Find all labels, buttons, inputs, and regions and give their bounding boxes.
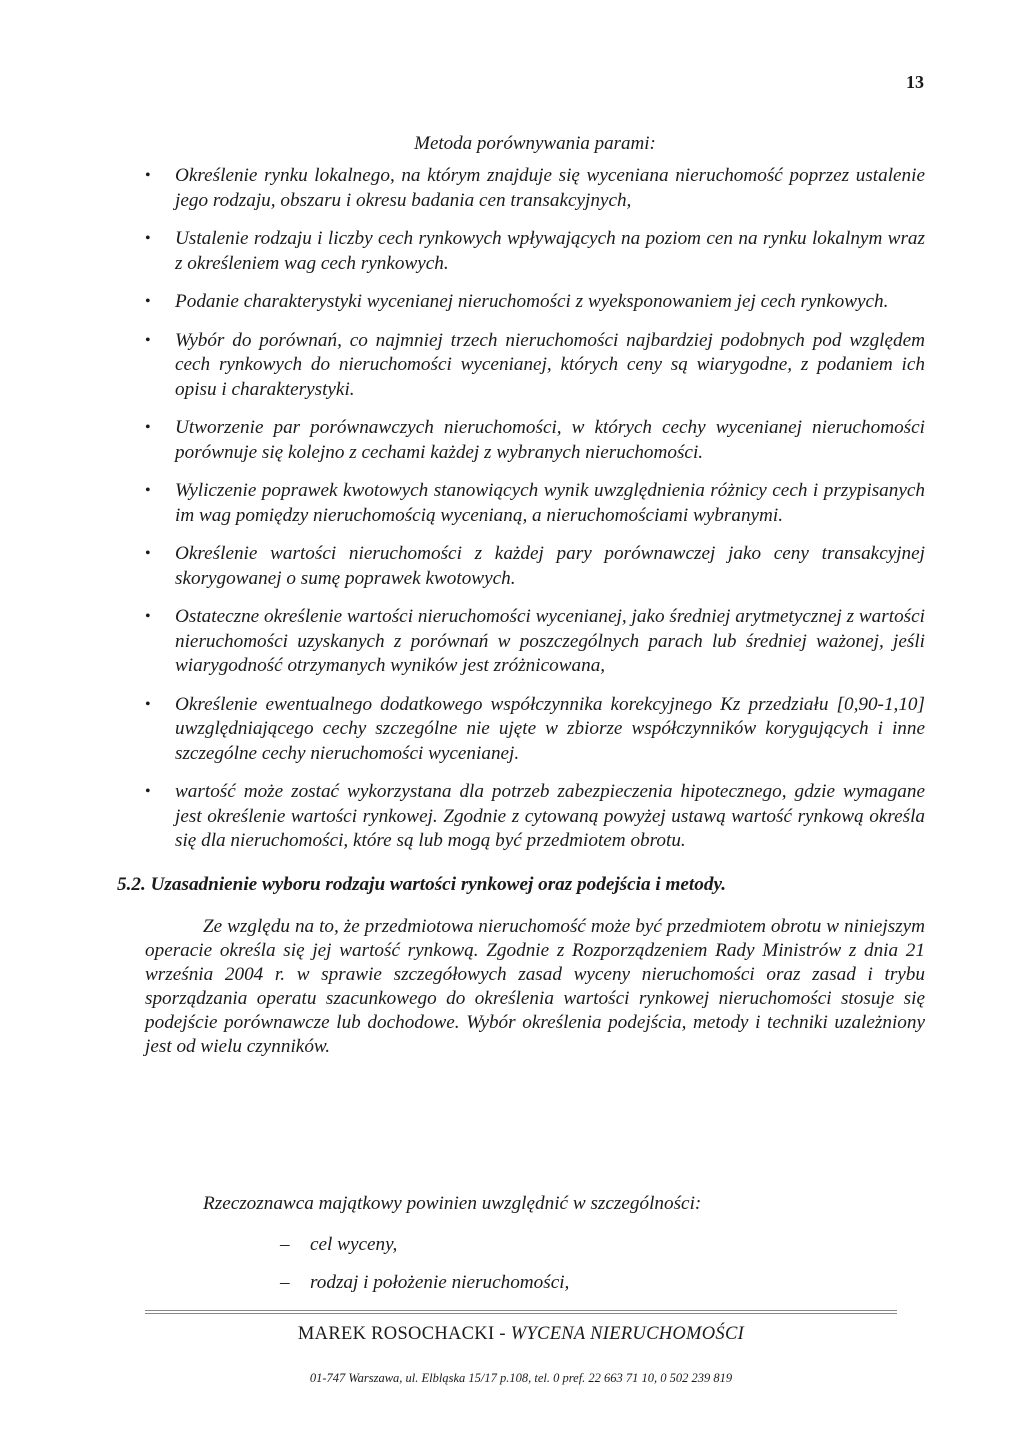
bullet-text: Utworzenie par porównawczych nieruchomości, w których cechy wycenianej nieruchomości porównuje się kolejno z cechami każdej z wybranych nieruchomości. [175,417,925,463]
bullet-item [145,693,925,767]
bullet-item [145,290,925,315]
bullet-text: Ostateczne określenie wartości nieruchomości wycenianej, jako średniej arytmetycznej z wartości nieruchomości uzyskanych z porównań w poszczególnych parach lub średniej ważonej, jeśli wiarygodność otrzymanych wyników jest zróżnicowana, [175,606,925,676]
bullet-icon: • [145,545,151,562]
dash-icon: – [280,1272,290,1293]
bullet-icon: • [145,419,151,436]
bullet-icon: • [145,331,151,349]
bullet-icon: • [145,695,151,713]
bullet-item [145,416,925,465]
bullet-item [145,329,925,403]
bullet-text: wartość może zostać wykorzystana dla potrzeb zabezpieczenia hipotecznego, gdzie wymagane jest określenie wartości rynkowej. Zgodnie z cytowaną powyżej ustawą wartość rynkową określa się dla nieruchomości, które są lub mogą być przedmiotem obrotu. [175,781,925,851]
subsection-title: 5.2. Uzasadnienie wyboru rodzaju wartości rynkowej oraz podejścia i metody. [117,874,727,895]
footer-name [145,1324,897,1345]
bullet-icon: • [145,783,151,800]
bullet-item [145,227,925,276]
footer-address: 01-747 Warszawa, ul. Elbląska 15/17 p.108, tel. 0 pref. 22 663 71 10, 0 502 239 819 [309,1371,733,1385]
dash-item-text: cel wyceny, [310,1234,398,1255]
bullet-item [145,780,925,854]
bullet-icon: • [145,608,151,625]
dash-icon: – [280,1234,290,1255]
intro-line: Rzeczoznawca majątkowy powinien uwzględnić w szczególności: [203,1193,702,1214]
bullet-icon: • [145,167,151,184]
bullet-list [145,164,925,868]
bullet-text: Wyliczenie poprawek kwotowych stanowiących wynik uwzględnienia różnicy cech i przypisanych im wag pomiędzy nieruchomością wycenianą, a nieruchomościami wybranymi. [175,480,925,526]
bullet-text: Ustalenie rodzaju i liczby cech rynkowych wpływających na poziom cen na rynku lokalnym wraz z określeniem wag cech rynkowych. [175,228,925,274]
dash-item [280,1271,569,1295]
bullet-item [145,542,925,591]
bullet-icon: • [145,293,151,310]
dash-item [280,1233,569,1257]
bullet-item [145,605,925,679]
bullet-text: Wybór do porównań, co najmniej trzech nieruchomości najbardziej podobnych pod względem cech rynkowych do nieruchomości wycenianej, których ceny są wiarygodne, z podaniem ich opisu i charakterystyki. [175,329,925,400]
bullet-item [145,479,925,528]
bullet-text: Podanie charakterystyki wycenianej nieruchomości z wyeksponowaniem jej cech rynkowych. [175,291,889,312]
bullet-icon: • [145,230,151,247]
footer-tagline: WYCENA NIERUCHOMOŚCI [510,1324,745,1344]
page-number: 13 [906,72,924,92]
footer-divider [145,1310,897,1314]
dash-list [280,1233,569,1309]
section-heading: Metoda porównywania parami: [414,133,656,154]
footer-author: MAREK ROSOCHACKI - [297,1324,511,1344]
body-paragraph: Ze względu na to, że przedmiotowa nieruchomość może być przedmiotem obrotu w niniejszym operacie określa się jej wartość rynkową. Zgodnie z Rozporządzeniem Rady Ministrów z dnia 21 września 2004 r. w sprawie szczegółowych zasad wyceny nieruchomości oraz zasad i trybu sporządzania operatu szacunkowego do określenia wartości rynkowej nieruchomości stosuje się podejście porównawcze lub dochodowe. Wybór określenia podejścia, metody i techniki uzależniony jest od wielu czynników. [145,916,925,1057]
bullet-item [145,164,925,213]
dash-item-text: rodzaj i położenie nieruchomości, [310,1272,570,1293]
bullet-text: Określenie ewentualnego dodatkowego współczynnika korekcyjnego Kz przedziału [0,90-1,10] uwzględniającego cechy szczególne nie ujęte w zbiorze współczynników korygujących i inne szczególne cechy nieruchomości wycenianej. [175,693,925,764]
bullet-icon: • [145,482,151,499]
bullet-text: Określenie wartości nieruchomości z każdej pary porównawczej jako ceny transakcyjnej skorygowanej o sumę poprawek kwotowych. [175,543,925,589]
bullet-text: Określenie rynku lokalnego, na którym znajduje się wyceniana nieruchomość poprzez ustalenie jego rodzaju, obszaru i okresu badania cen transakcyjnych, [175,165,925,211]
